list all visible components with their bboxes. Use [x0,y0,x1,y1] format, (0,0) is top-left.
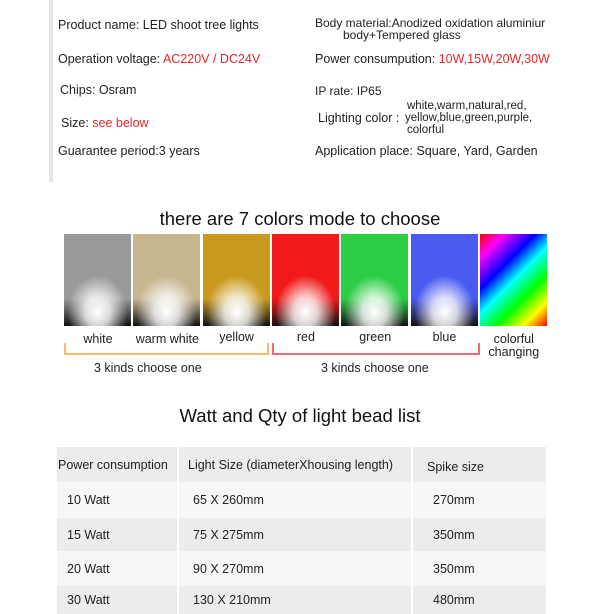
spec-lighting-line3: colorful [407,124,445,136]
table-cell: 15 Watt [57,518,177,551]
spec-lighting-label: Lighting color : [318,111,400,125]
spec-size [61,116,149,130]
color-swatch-green [341,234,408,326]
spec-lighting-line2: yellow,blue,green,purple, [405,112,533,124]
spec-body-line2: body+Tempered glass [343,28,461,42]
spec-power-label: Power consumpution: [315,52,439,66]
spec-lighting-values [407,100,532,136]
color-label-text: changing [488,345,540,359]
table-cell: 480mm [413,586,546,614]
table-cell: 10 Watt [57,482,177,518]
color-swatch-colorful [480,234,547,326]
spec-application: Application place: Square, Yard, Garden [315,144,538,158]
spec-product-name: Product name: LED shoot tree lights [58,18,259,32]
spec-power [315,52,550,66]
spec-lighting-line1: white,warm,natural,red, [407,100,527,112]
group-bracket-rgb [272,343,480,355]
table-row [57,518,546,551]
table-cell: 350mm [413,551,546,586]
spec-voltage [58,52,260,66]
color-label-text: green [359,330,392,344]
color-label-text: warm white [135,332,199,346]
table-cell: 30 Watt [57,586,177,614]
color-swatch-blue [411,234,478,326]
group-bracket-warm [64,343,269,355]
group-label-warm: 3 kinds choose one [94,361,202,375]
table-cell: 65 X 260mm [179,482,411,518]
spec-size-value: see below [92,116,149,130]
table-row [57,586,546,614]
table-header: Spike size [413,447,546,482]
color-label-text: white [83,332,113,346]
table-cell: 350mm [413,518,546,551]
color-label-text: red [296,330,315,344]
spec-ip: IP rate: IP65 [315,84,382,98]
spec-body-line1: Anodized oxidation aluminiur [391,16,546,30]
color-label [474,333,554,359]
table-cell: 130 X 210mm [179,586,411,614]
spec-chips: Chips: Osram [60,83,137,97]
spec-body-label: Body material: [315,16,392,30]
table-cell: 270mm [413,482,546,518]
table-cell: 90 X 270mm [179,551,411,586]
table-header: Power consumption [57,447,177,482]
colors-title: there are 7 colors mode to choose [159,208,441,229]
table-row [57,551,546,586]
table-header-row [57,447,546,482]
color-label-text: blue [432,330,457,344]
color-label-text: yellow [219,330,254,344]
divider-line [49,0,53,182]
color-swatch-warm-white [133,234,200,326]
table-cell: 20 Watt [57,551,177,586]
table-cell: 75 X 275mm [179,518,411,551]
table-row [57,482,546,518]
spec-voltage-value: AC220V / DC24V [162,52,261,66]
color-swatch-white [64,234,131,326]
color-swatch-red [272,234,339,326]
spec-power-value: 10W,15W,20W,30W [438,52,550,66]
table-title: Watt and Qty of light bead list [179,405,421,426]
color-swatch-yellow [203,234,270,326]
spec-body-material [315,17,545,41]
table-header: Light Size (diameterXhousing length) [179,447,411,482]
group-label-rgb: 3 kinds choose one [321,361,429,375]
color-label-text: colorful [493,332,534,346]
size-table [55,447,548,614]
spec-voltage-label: Operation voltage: [58,52,163,66]
spec-guarantee: Guarantee period:3 years [58,144,200,158]
spec-size-label: Size: [61,116,93,130]
